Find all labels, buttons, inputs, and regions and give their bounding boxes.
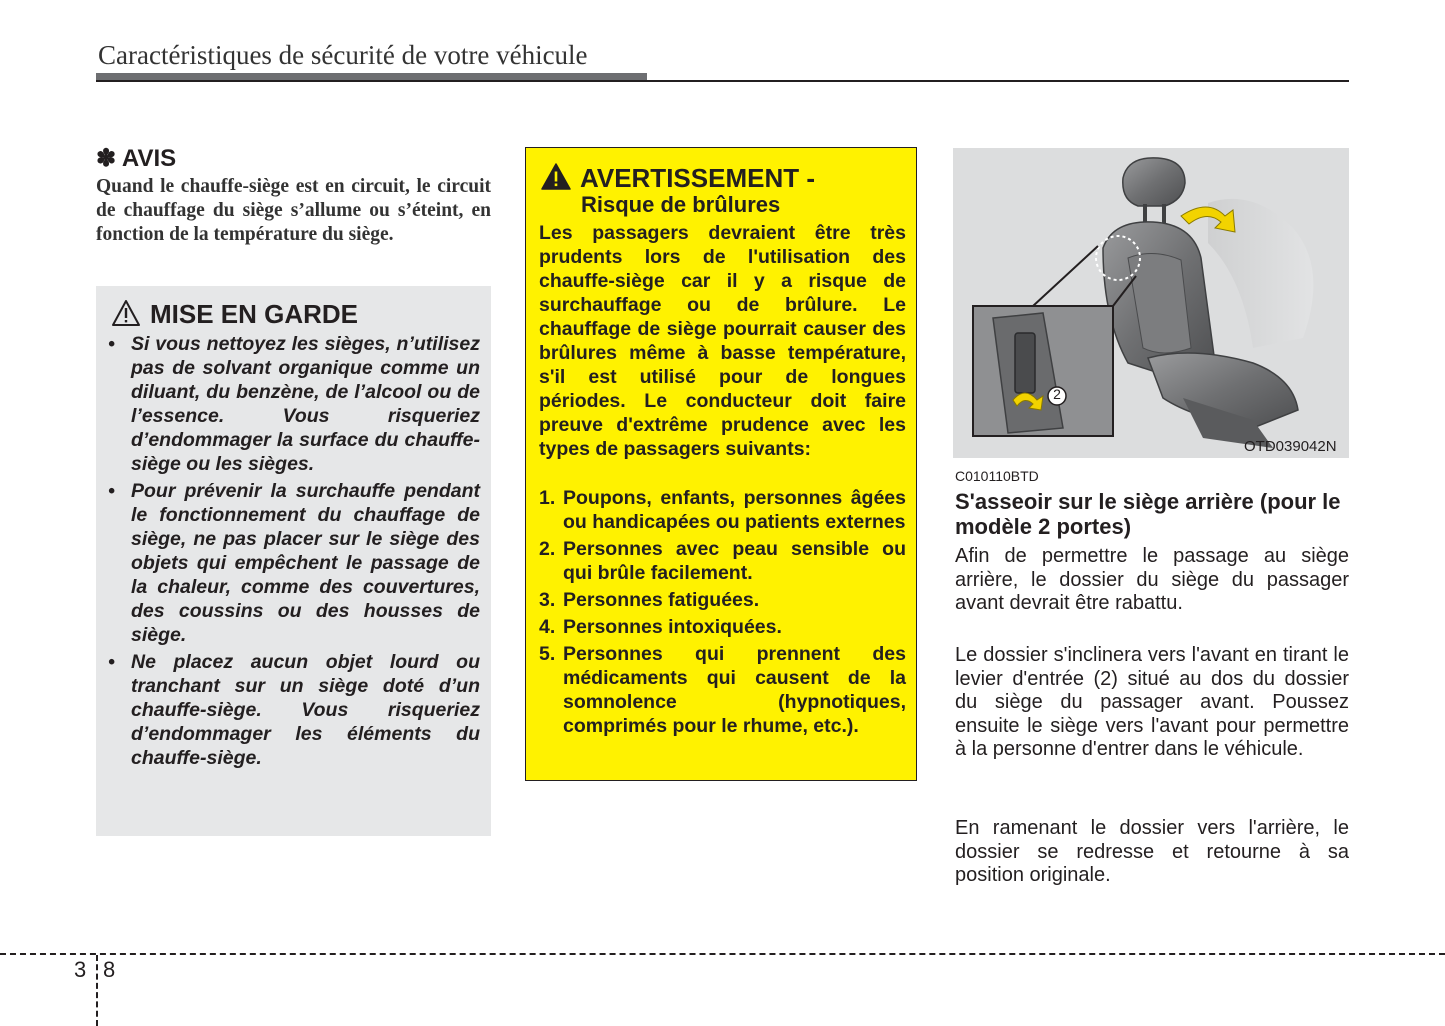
caution-item-text: Ne placez aucun objet lourd ou tranchant sur un siège doté d’un chauffe-siège. Vous risqueriez d’endommager les éléments du chauffe-siège. (131, 651, 480, 769)
item-number: 1. (539, 487, 556, 509)
callout-number: 2 (1053, 386, 1061, 402)
warning-title: AVERTISSEMENT - (580, 163, 815, 193)
warning-item-text: Poupons, enfants, personnes âgées ou handicapées ou patients externes (563, 487, 906, 533)
footer-dashed-rule (0, 953, 1445, 955)
warning-item-text: Personnes fatiguées. (563, 589, 760, 611)
warning-item-text: Personnes qui prennent des médicaments qui causent de la somnolence (hypnotiques, comprimés pour le rhume, etc.). (563, 643, 906, 737)
section-paragraph: Le dossier s'inclinera vers l'avant en tirant le levier d'entrée (2) situé au dos du dossier du siège du passager avant. Poussez ensuite le siège vers l'avant pour permettre à la personne d'entrer dans le véhicule. (955, 644, 1349, 760)
bullet: • (108, 333, 115, 355)
warning-item (539, 588, 906, 612)
caution-list (108, 332, 480, 773)
warning-intro: Les passagers devraient être très prudents lors de l'utilisation des chauffe-siège car il y a risque de surchauffage ou de brûlure. Le chauffage de siège pourrait causer des brûlures même à basse température, s'il est utilisé pour de longues périodes. Le conducteur doit faire preuve d'extrême prudence avec les types de passagers suivants: (539, 222, 906, 460)
caution-item (108, 650, 480, 770)
section-paragraph: En ramenant le dossier vers l'arrière, le dossier se redresse et retourne à sa position originale. (955, 817, 1349, 886)
header-rule-thin (96, 80, 1349, 82)
caution-item (108, 332, 480, 476)
item-number: 5. (539, 643, 556, 665)
warning-item (539, 537, 906, 585)
page-chapter-number: 3 (74, 957, 87, 982)
item-number: 4. (539, 616, 556, 638)
warning-item (539, 642, 906, 738)
bullet: • (108, 480, 115, 502)
seat-illustration (953, 148, 1349, 458)
section-title: S'asseoir sur le siège arrière (pour le modèle 2 portes) (955, 489, 1341, 539)
page-number: 8 (103, 957, 116, 982)
avis-heading: ✽ AVIS (96, 145, 177, 172)
warning-item-text: Personnes intoxiquées. (563, 616, 782, 638)
warning-item-text: Personnes avec peau sensible ou qui brûle facilement. (563, 538, 906, 584)
warning-triangle-icon (541, 163, 571, 190)
warning-item (539, 486, 906, 534)
bullet: • (108, 651, 115, 673)
footer-dashed-divider (96, 955, 98, 1026)
item-number: 2. (539, 538, 556, 560)
warning-subtitle: Risque de brûlures (581, 192, 781, 217)
warning-list (539, 486, 906, 741)
caution-title: MISE EN GARDE (150, 299, 359, 329)
caution-item (108, 479, 480, 647)
avis-body: Quand le chauffe-siège est en circuit, le circuit de chauffage du siège s’allume ou s’éteint, en fonction de la température du siège. (96, 176, 491, 245)
warning-triangle-icon (111, 299, 141, 327)
warning-item (539, 615, 906, 639)
caution-item-text: Si vous nettoyez les sièges, n’utilisez pas de solvant organique comme un diluant, du benzène, de l’alcool ou de l’essence. Vous risqueriez d’endommager la surface du chauffe-siège ou les sièges. (131, 333, 480, 475)
figure-code: OTD039042N (1244, 438, 1337, 455)
caution-item-text: Pour prévenir la surchauffe pendant le fonctionnement du chauffage de siège, ne pas placer sur le siège des objets qui empêchent le passage de la chaleur, comme des couvertures, des coussins ou des housses de siège. (131, 480, 480, 646)
section-paragraph: Afin de permettre le passage au siège arrière, le dossier du siège du passager avant devrait être rabattu. (955, 545, 1349, 614)
headrest (1123, 158, 1185, 206)
page-header-title: Caractéristiques de sécurité de votre véhicule (98, 40, 588, 70)
seat-drawing (953, 148, 1349, 458)
item-number: 3. (539, 589, 556, 611)
section-code: C010110BTD (955, 468, 1039, 484)
